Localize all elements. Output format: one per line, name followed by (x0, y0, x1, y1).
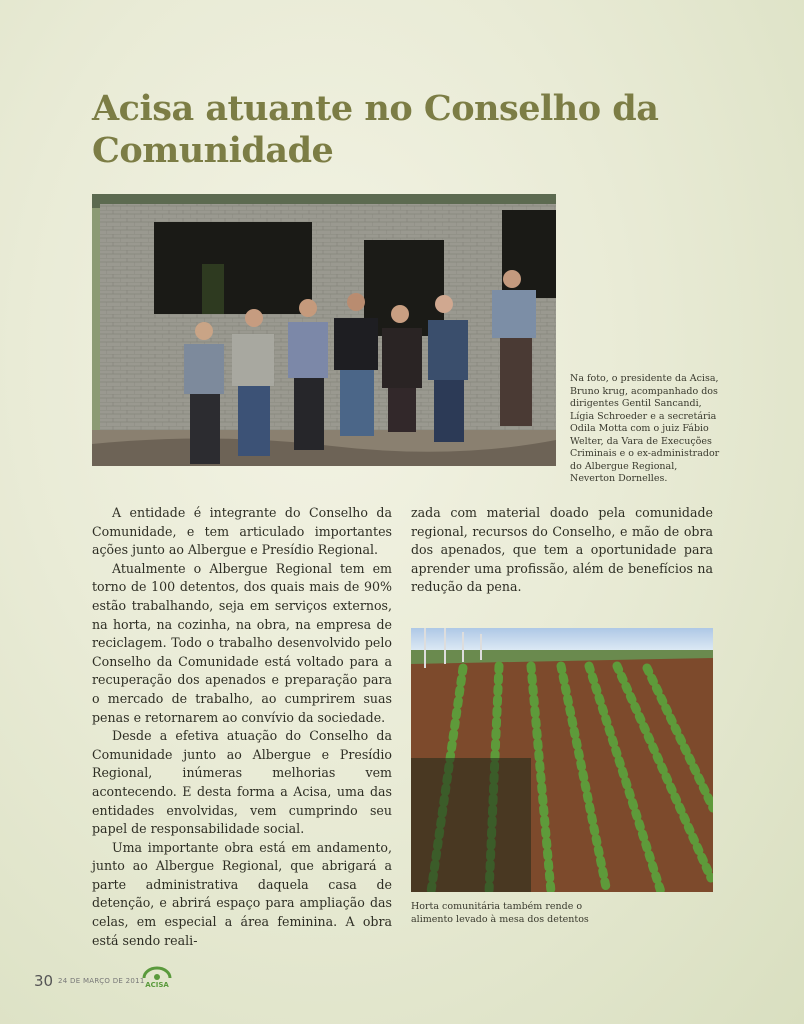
paragraph: Uma importante obra está em andamento, junto ao Albergue Regional, que abrigará a parte administrativa daquela casa de detenção, e abrirá espaço para ampliação das celas, em especial a área feminina. A obra está sendo reali- (92, 839, 392, 948)
paragraph: zada com material doado pela comunidade regional, recursos do Conselho, e mão de obra dos apenados, que tem a oportunidade para aprender uma profissão, além de benefícios na redução da pena. (411, 505, 713, 595)
group-photo-caption: Na foto, o presidente da Acisa, Bruno krug, acompanhado dos dirigentes Gentil Sancandi, Lígia Schroeder e a secretária Odila Motta com o juiz Fábio Welter, da Vara de Execuções Criminais e o ex-administrador do Albergue Regional, Neverton Dornelles. (570, 373, 720, 484)
acisa-logo (140, 966, 174, 988)
paragraph: A entidade é integrante do Conselho da Comunidade, e tem articulado importantes ações junto ao Albergue e Presídio Regional. (92, 505, 392, 558)
article-title: Acisa atuante no Conselho da Comunidade (92, 88, 659, 171)
page-number: 30 (34, 972, 54, 990)
logo-text: ACISA (145, 981, 169, 988)
paragraph: Atualmente o Albergue Regional tem em torno de 100 detentos, dos quais mais de 90% estão trabalhando, seja em serviços externos, na horta, na cozinha, na obra, na empresa de reciclagem. Todo o trabalho desenvolvido pelo Conselho da Comunidade está voltado para a recuperação dos apenados e preparação para o mercado de trabalho, ao cumprirem suas penas e retornarem ao convívio da sociedade. (92, 560, 392, 725)
garden-photo-caption: Horta comunitária também rende o alimento levado à mesa dos detentos (411, 901, 589, 925)
article-column-2 (411, 504, 713, 597)
group-photo (92, 194, 556, 466)
article-column-1 (92, 504, 392, 950)
paragraph: Desde a efetiva atuação do Conselho da Comunidade junto ao Albergue e Presídio Regional, inúmeras melhorias vem acontecendo. E desta forma a Acisa, uma das entidades envolvidas, vem cumprindo seu papel de responsabilidade social. (92, 728, 392, 837)
issue-date: 24 DE MARÇO DE 2011 (58, 977, 145, 985)
garden-photo (411, 628, 713, 892)
